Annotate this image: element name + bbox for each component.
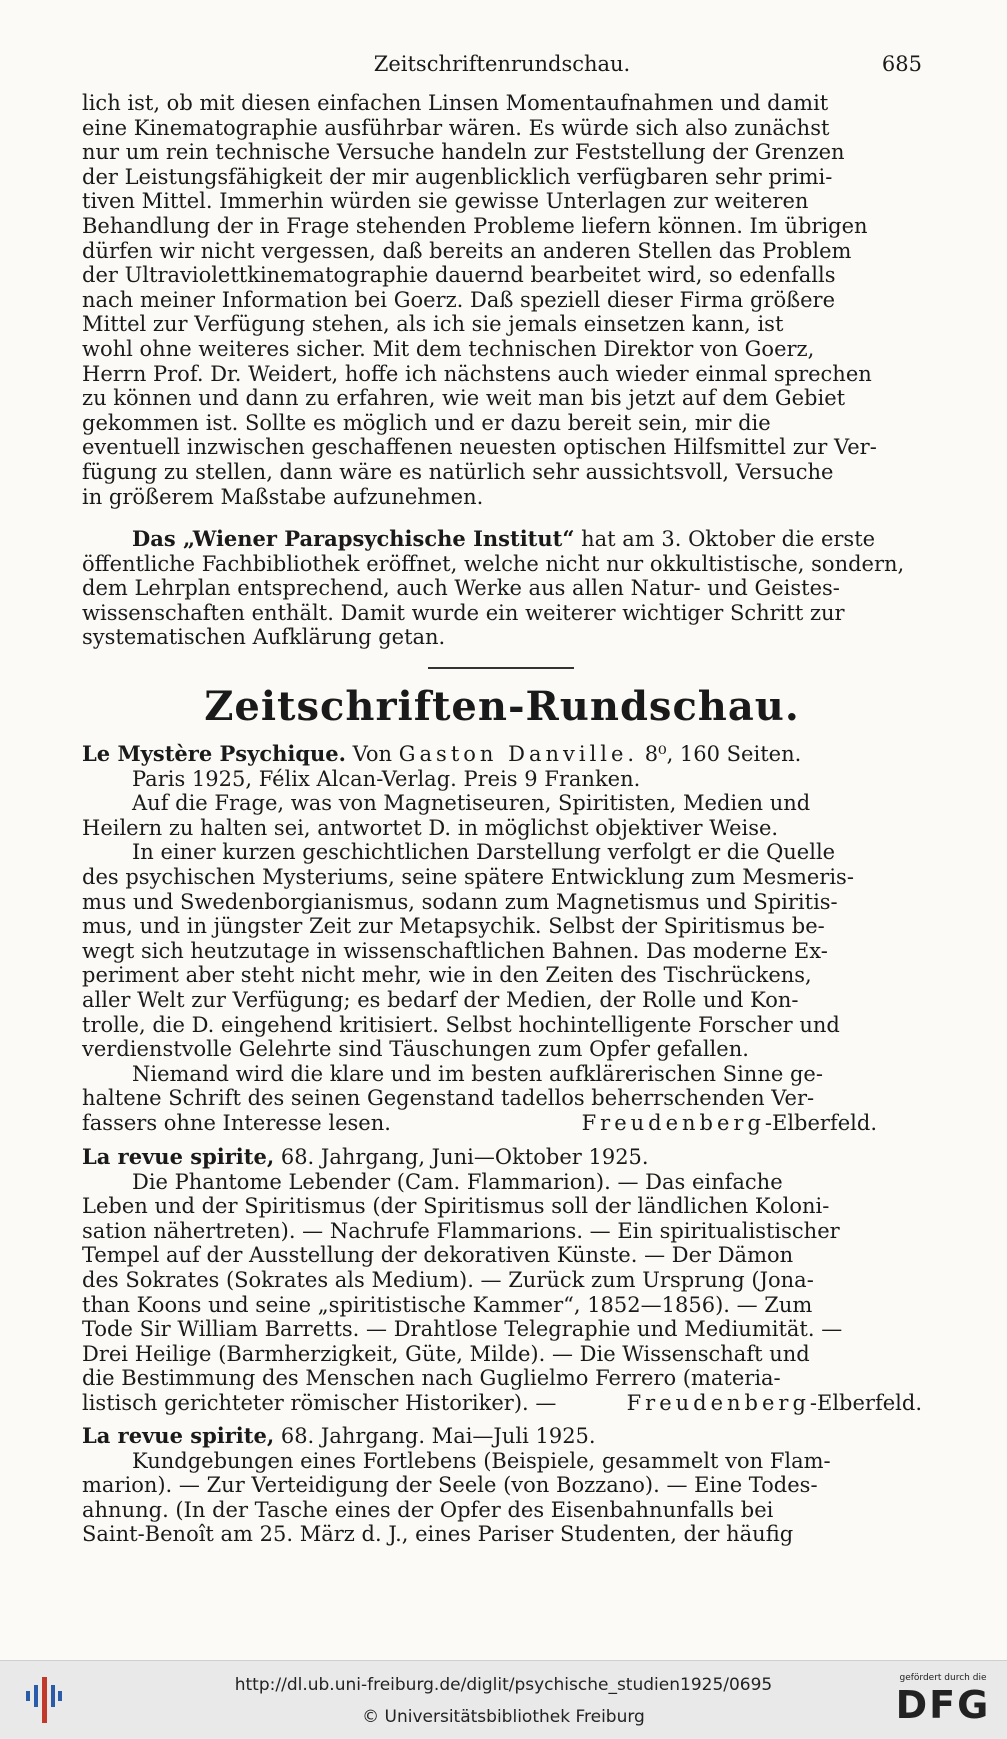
running-title: Zeitschriftenrundschau. bbox=[373, 52, 631, 76]
institute-notice bbox=[82, 527, 922, 650]
running-head bbox=[82, 52, 922, 82]
text-line: verdienstvolle Gelehrte sind Täuschungen zum Opfer gefallen. bbox=[82, 1037, 749, 1062]
text-line: eine Kinematographie ausführbar wären. Es würde sich also zunächst bbox=[82, 115, 830, 140]
text-line: periment aber steht nicht mehr, wie in den Zeiten des Tischrückens, bbox=[82, 963, 812, 988]
text-line: marion). — Zur Verteidigung der Seele (von Bozzano). — Eine Todes- bbox=[82, 1473, 818, 1498]
page-number: 685 bbox=[881, 52, 922, 76]
text-line: zu können und dann zu erfahren, wie weit man bis jetzt auf dem Gebiet bbox=[82, 386, 846, 411]
review-mystere-psychique bbox=[82, 742, 922, 1136]
text-line: mus, und in jüngster Zeit zur Metapsychik. Selbst der Spiritismus be- bbox=[82, 914, 825, 939]
text-line bbox=[82, 1111, 922, 1136]
text-line: haltene Schrift des seinen Gegenstand tadellos beherrschenden Ver- bbox=[82, 1086, 815, 1111]
text-line: than Koons und seine „spiritistische Kammer“, 1852—1856). — Zum bbox=[82, 1292, 813, 1317]
text-line: wegt sich heutzutage in wissenschaftlichen Bahnen. Das moderne Ex- bbox=[82, 938, 828, 963]
footer-bar bbox=[0, 1660, 1007, 1739]
reviewer-signature bbox=[582, 1111, 922, 1136]
review-heading bbox=[82, 1424, 922, 1449]
notice-first-line: hat am 3. Oktober die erste bbox=[574, 527, 876, 551]
text-line: mus und Swedenborgianismus, sodann zum Magnetismus und Spiritis- bbox=[82, 889, 838, 914]
text-line: dürfen wir nicht vergessen, daß bereits an anderen Stellen das Problem bbox=[82, 238, 852, 263]
text-line: Drei Heilige (Barmherzigkeit, Güte, Milde). — Die Wissenschaft und bbox=[82, 1341, 810, 1366]
text-line: Leben und der Spiritismus (der Spiritismus soll der ländlichen Koloni- bbox=[82, 1194, 830, 1219]
text-line: systematischen Aufklärung getan. bbox=[82, 625, 446, 650]
text-line: öffentliche Fachbibliothek eröffnet, welche nicht nur okkultistische, sondern, bbox=[82, 551, 905, 576]
text-line: des psychischen Mysteriums, seine spätere Entwicklung zum Mesmeris- bbox=[82, 864, 854, 889]
text-line: wohl ohne weiteres sicher. Mit dem technischen Direktor von Goerz, bbox=[82, 336, 815, 361]
text-line: fügung zu stellen, dann wäre es natürlich sehr aussichtsvoll, Versuche bbox=[82, 459, 834, 484]
review-title: La revue spirite, bbox=[82, 1144, 275, 1169]
text-line: Niemand wird die klare und im besten aufklärerischen Sinne ge- bbox=[132, 1061, 823, 1086]
text-line: Kundgebungen eines Fortlebens (Beispiele, gesammelt von Flam- bbox=[132, 1448, 831, 1473]
text-line: aller Welt zur Verfügung; es bedarf der Medien, der Rolle und Kon- bbox=[82, 987, 799, 1012]
section-divider bbox=[428, 667, 574, 669]
review-title: Le Mystère Psychique. bbox=[82, 741, 346, 766]
text-line: Auf die Frage, was von Magnetiseuren, Spiritisten, Medien und bbox=[132, 791, 811, 816]
text-line: die Bestimmung des Menschen nach Guglielmo Ferrero (materia- bbox=[82, 1366, 781, 1391]
text-line-fragment: listisch gerichteter römischer Historiker). — bbox=[82, 1390, 557, 1415]
text-line: in größerem Maßstabe aufzunehmen. bbox=[82, 484, 484, 509]
text-line: nach meiner Information bei Goerz. Daß speziell dieser Firma größere bbox=[82, 287, 836, 312]
text-line: der Leistungsfähigkeit der mir augenblicklich verfügbaren sehr primi- bbox=[82, 164, 833, 189]
review-revue-spirite-2 bbox=[82, 1424, 922, 1547]
review-revue-spirite-1 bbox=[82, 1145, 922, 1416]
text-line: tiven Mittel. Immerhin würden sie gewisse Unterlagen zur weiteren bbox=[82, 189, 809, 214]
text-line: dem Lehrplan entsprechend, auch Werke aus allen Natur- und Geistes- bbox=[82, 576, 840, 601]
text-line: trolle, die D. eingehend kritisiert. Selbst hochintelligente Forscher und bbox=[82, 1012, 840, 1037]
text-line bbox=[82, 1391, 922, 1416]
review-author: Gaston Danville. bbox=[398, 742, 639, 766]
text-line: des Sokrates (Sokrates als Medium). — Zurück zum Ursprung (Jona- bbox=[82, 1267, 814, 1292]
review-heading-rest: 8⁰, 160 Seiten. bbox=[638, 742, 802, 766]
source-url[interactable]: http://dl.ub.uni-freiburg.de/diglit/psychische_studien1925/0695 bbox=[234, 1675, 773, 1695]
review-heading bbox=[82, 1145, 922, 1170]
text-line: wissenschaften enthält. Damit wurde ein weiterer wichtiger Schritt zur bbox=[82, 600, 845, 625]
text-line: Heilern zu halten sei, antwortet D. in möglichst objektiver Weise. bbox=[82, 815, 779, 840]
text-line: ahnung. (In der Tasche eines der Opfer des Eisenbahnunfalls bei bbox=[82, 1497, 774, 1522]
dfg-wordmark: DFG bbox=[895, 1683, 991, 1727]
review-publication: Paris 1925, Félix Alcan-Verlag. Preis 9 Franken. bbox=[132, 766, 641, 791]
text-line: Behandlung der in Frage stehenden Probleme liefern können. Im übrigen bbox=[82, 213, 868, 238]
review-heading-rest: 68. Jahrgang. Mai—Juli 1925. bbox=[274, 1424, 596, 1448]
text-line: Die Phantome Lebender (Cam. Flammarion). — Das einfache bbox=[132, 1169, 783, 1194]
dfg-tagline: gefördert durch die bbox=[899, 1673, 987, 1683]
continuation-paragraph bbox=[82, 91, 922, 509]
review-heading-rest: 68. Jahrgang, Juni—Oktober 1925. bbox=[274, 1145, 649, 1169]
text-line: sation nähertreten). — Nachrufe Flammarions. — Ein spiritualistischer bbox=[82, 1218, 840, 1243]
reviewer-name: Freudenberg bbox=[626, 1390, 810, 1415]
text-line: eventuell inzwischen geschaffenen neuesten optischen Hilfsmittel zur Ver- bbox=[82, 435, 877, 460]
text-line: gekommen ist. Sollte es möglich und er dazu bereit sein, mir die bbox=[82, 410, 771, 435]
text-line: nur um rein technische Versuche handeln zur Feststellung der Grenzen bbox=[82, 140, 845, 165]
text-line: Mittel zur Verfügung stehen, als ich sie jemals einsetzen kann, ist bbox=[82, 312, 784, 337]
review-heading-text: Von bbox=[345, 742, 399, 766]
review-title: La revue spirite, bbox=[82, 1423, 275, 1448]
reviewer-place: -Elberfeld. bbox=[764, 1110, 877, 1135]
text-line: Herrn Prof. Dr. Weidert, hoffe ich nächstens auch wieder einmal sprechen bbox=[82, 361, 872, 386]
dfg-logo bbox=[888, 1673, 998, 1733]
review-heading bbox=[82, 742, 922, 767]
text-line: lich ist, ob mit diesen einfachen Linsen Momentaufnahmen und damit bbox=[82, 91, 829, 115]
text-line: der Ultraviolettkinematographie dauernd bearbeitet wird, so edenfalls bbox=[82, 263, 836, 288]
text-line: Tode Sir William Barretts. — Drahtlose Telegraphie und Mediumität. — bbox=[82, 1317, 843, 1342]
copyright: © Universitätsbibliothek Freiburg bbox=[362, 1707, 645, 1727]
reviewer-place: -Elberfeld. bbox=[809, 1390, 922, 1415]
text-line: Tempel auf der Ausstellung der dekorativen Künste. — Der Dämon bbox=[82, 1243, 794, 1268]
reviewer-name: Freudenberg bbox=[581, 1110, 765, 1135]
text-line: Saint-Benoît am 25. März d. J., eines Pariser Studenten, der häufig bbox=[82, 1522, 794, 1547]
text-line-fragment: fassers ohne Interesse lesen. bbox=[82, 1110, 391, 1135]
text-line: In einer kurzen geschichtlichen Darstellung verfolgt er die Quelle bbox=[132, 840, 836, 865]
institute-name: Das „Wiener Parapsychische Institut“ bbox=[132, 526, 575, 551]
reviewer-signature bbox=[627, 1391, 922, 1416]
section-title: Zeitschriften-Rundschau. bbox=[204, 683, 800, 730]
text-line bbox=[82, 527, 922, 552]
